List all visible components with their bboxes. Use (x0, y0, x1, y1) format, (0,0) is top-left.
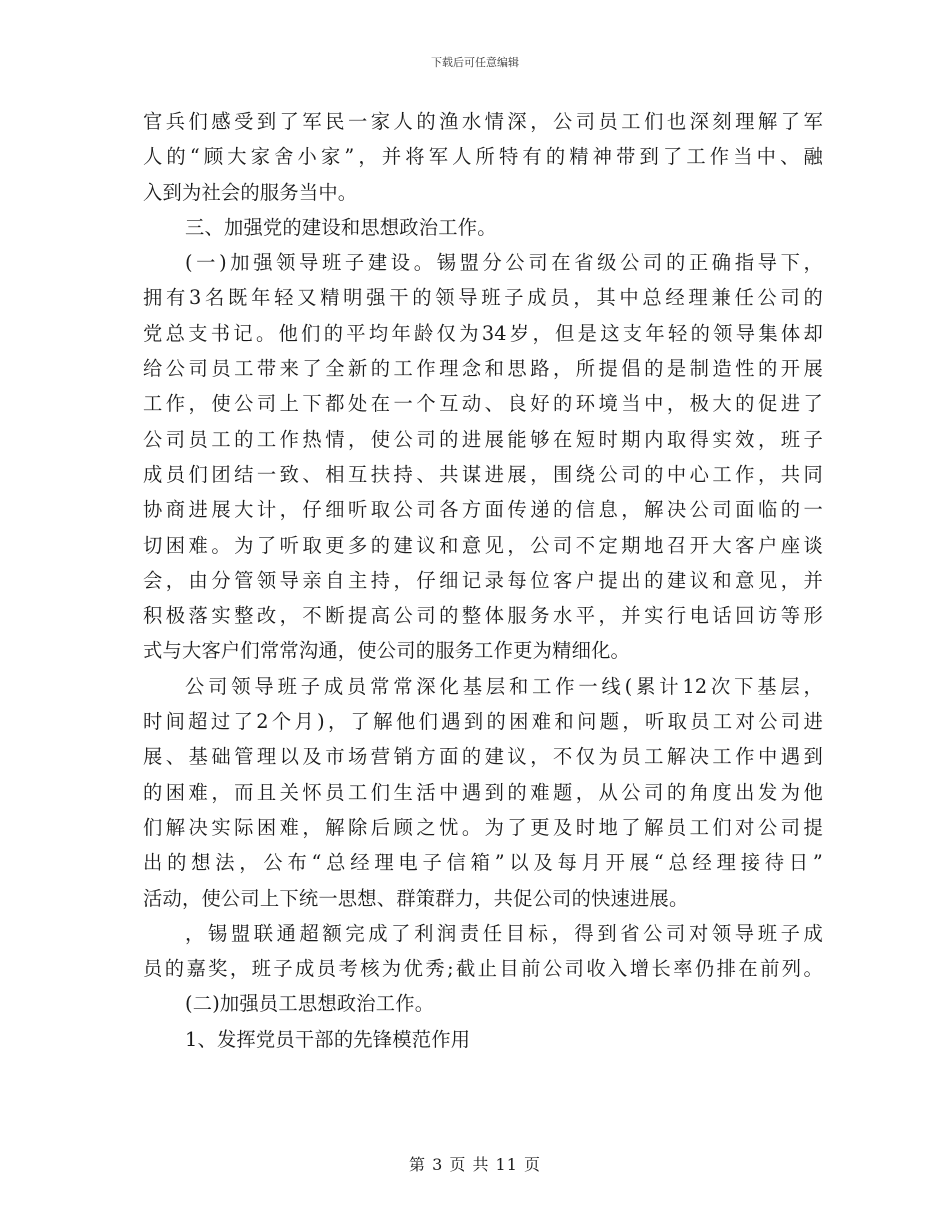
text-line: 人的“顾大家舍小家”，并将军人所特有的精神带到了工作当中、融 (143, 145, 823, 169)
text-line: 会，由分管领导亲自主持，仔细记录每位客户提出的建议和意见，并 (143, 568, 823, 592)
text-line: 的困难，而且关怀员工们生活中遇到的难题，从公司的角度出发为他 (143, 780, 823, 804)
text-line: 时间超过了2个月)，了解他们遇到的困难和问题，听取员工对公司进 (143, 710, 823, 734)
text-line: 公司员工的工作热情，使公司的进展能够在短时期内取得实效，班子 (143, 427, 823, 451)
text-line: 官兵们感受到了军民一家人的渔水情深，公司员工们也深刻理解了军 (143, 110, 823, 133)
text-line: 员的嘉奖，班子成员考核为优秀;截止目前公司收入增长率仍排在前列。 (143, 957, 823, 981)
text-line: 拥有3名既年轻又精明强干的领导班子成员，其中总经理兼任公司的 (143, 286, 823, 310)
text-line: 公司领导班子成员常常深化基层和工作一线(累计12次下基层， (185, 674, 823, 698)
text-line: 式与大客户们常常沟通，使公司的服务工作更为精细化。 (143, 639, 631, 663)
text-line: 给公司员工带来了全新的工作理念和思路，所提倡的是制造性的开展 (143, 357, 823, 381)
text-line: 协商进展大计，仔细听取公司各方面传递的信息，解决公司面临的一 (143, 498, 823, 522)
text-line: 展、基础管理以及市场营销方面的建议，不仅为员工解决工作中遇到 (143, 745, 823, 769)
text-line: 切困难。为了听取更多的建议和意见，公司不定期地召开大客户座谈 (143, 533, 823, 557)
text-line: 们解决实际困难，解除后顾之忧。为了更及时地了解员工们对公司提 (143, 815, 823, 839)
page-number: 第 3 页 共 11 页 (409, 1155, 541, 1174)
page-header: 下载后可任意编辑 (431, 56, 519, 69)
text-line: 党总支书记。他们的平均年龄仅为34岁，但是这支年轻的领导集体却 (143, 321, 823, 345)
text-line: 积极落实整改，不断提高公司的整体服务水平，并实行电话回访等形 (143, 604, 823, 628)
text-line: (二)加强员工思想政治工作。 (185, 992, 435, 1016)
text-line: 1、发挥党员干部的先锋模范作用 (185, 1027, 471, 1051)
text-line: 入到为社会的服务当中。 (143, 180, 358, 204)
text-line: 出的想法，公布“总经理电子信箱”以及每月开展“总经理接待日” (143, 851, 823, 875)
text-line: 成员们团结一致、相互扶持、共谋进展，围绕公司的中心工作，共同 (143, 462, 823, 486)
text-line: (一)加强领导班子建设。锡盟分公司在省级公司的正确指导下， (185, 251, 823, 275)
document-body (143, 104, 823, 1057)
text-line: 工作，使公司上下都处在一个互动、良好的环境当中，极大的促进了 (143, 392, 823, 416)
text-line: 活动，使公司上下统一思想、群策群力，共促公司的快速进展。 (143, 886, 689, 910)
text-line: 三、加强党的建设和思想政治工作。 (185, 215, 497, 239)
text-line: ，锡盟联通超额完成了利润责任目标，得到省公司对领导班子成 (185, 921, 823, 945)
